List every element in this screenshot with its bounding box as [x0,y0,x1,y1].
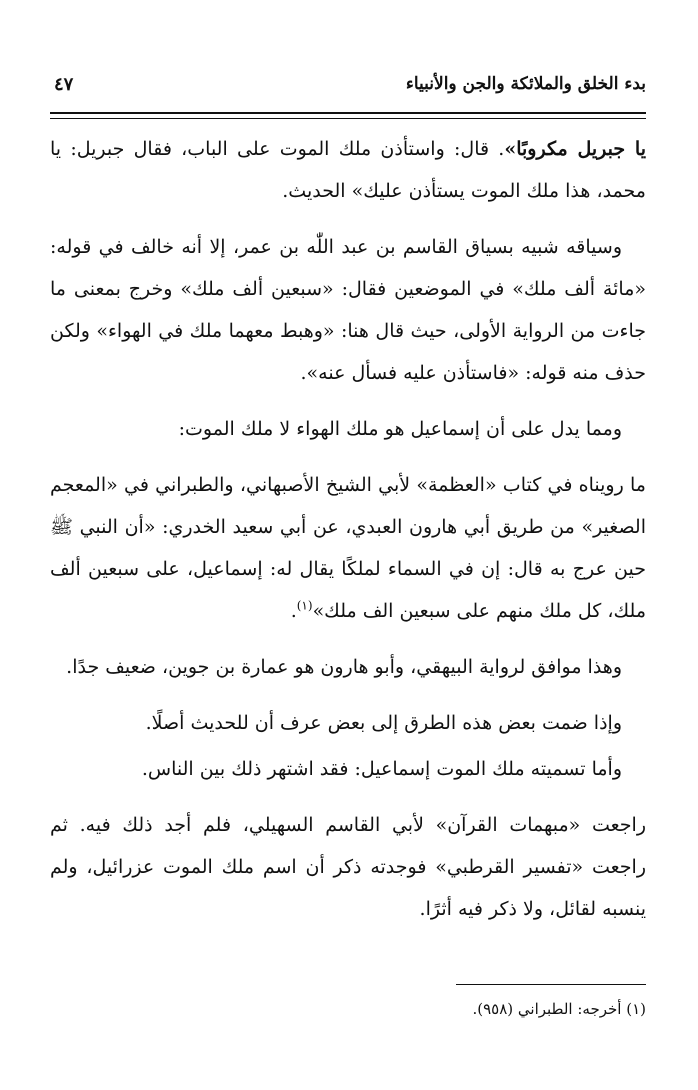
running-title: بدء الخلق والملائكة والجن والأنبياء [405,74,646,94]
page-number: ٤٧ [54,74,74,95]
footnote-rule [456,984,646,985]
paragraph-8: راجعت «مبهمات القرآن» لأبي القاسم السهيلي، فلم أجد ذلك فيه. ثم راجعت «تفسير القرطبي» فوجدته ذكر أن اسم ملك الموت عزرائيل، ولم ينسبه لقائل، ولا ذكر فيه أثرًا. [50,814,646,920]
footnote: (١) أخرجه: الطبراني (٩٥٨). [472,1000,646,1018]
paragraph-5: وهذا موافق لرواية البيهقي، وأبو هارون هو عمارة بن جوين، ضعيف جدًا. [66,656,622,678]
body-text [50,128,646,944]
paragraph-3: ومما يدل على أن إسماعيل هو ملك الهواء لا ملك الموت: [178,418,622,440]
paragraph-7: وأما تسميته ملك الموت إسماعيل: فقد اشتهر ذلك بين الناس. [141,758,622,780]
page-header [50,74,646,108]
paragraph-2: وسياقه شبيه بسياق القاسم بن عبد اللّٰه بن عمر، إلا أنه خالف في قوله: «مائة ألف ملك» في الموضعين فقال: «سبعين ألف ملك» وخرج بمعنى ما جاءت من الرواية الأولى، حيث قال هنا: «وهبط معهما ملك في الهواء» ولكن حذف منه قوله: «فاستأذن عليه فسأل عنه». [50,236,646,384]
paragraph-1 [50,128,646,212]
paragraph-4 [50,464,646,632]
book-page [50,0,646,1090]
paragraph-1-text: . قال: واستأذن ملك الموت على الباب، فقال جبريل: يا محمد، هذا ملك الموت يستأذن عليك» الحديث. [50,138,646,202]
header-rule-thin [50,118,646,119]
footnote-marker[interactable]: (١) [296,598,313,613]
paragraph-6: وإذا ضمت بعض هذه الطرق إلى بعض عرف أن للحديث أصلًا. [145,712,622,734]
paragraph-4-text: ما رويناه في كتاب «العظمة» لأبي الشيخ الأصبهاني، والطبراني في «المعجم الصغير» من طريق أبي هارون العبدي، عن أبي سعيد الخدري: «أن النبي ﷺ حين عرج به قال: إن في السماء لملكًا يقال له: إسماعيل، على سبعين ألف ملك، كل ملك منهم على سبعين الف ملك» [50,474,646,622]
paragraph-4-end: . [290,600,297,622]
header-rule-thick [50,112,646,114]
paragraph-1-bold-quote: يا جبريل مكروبًا» [504,138,646,160]
